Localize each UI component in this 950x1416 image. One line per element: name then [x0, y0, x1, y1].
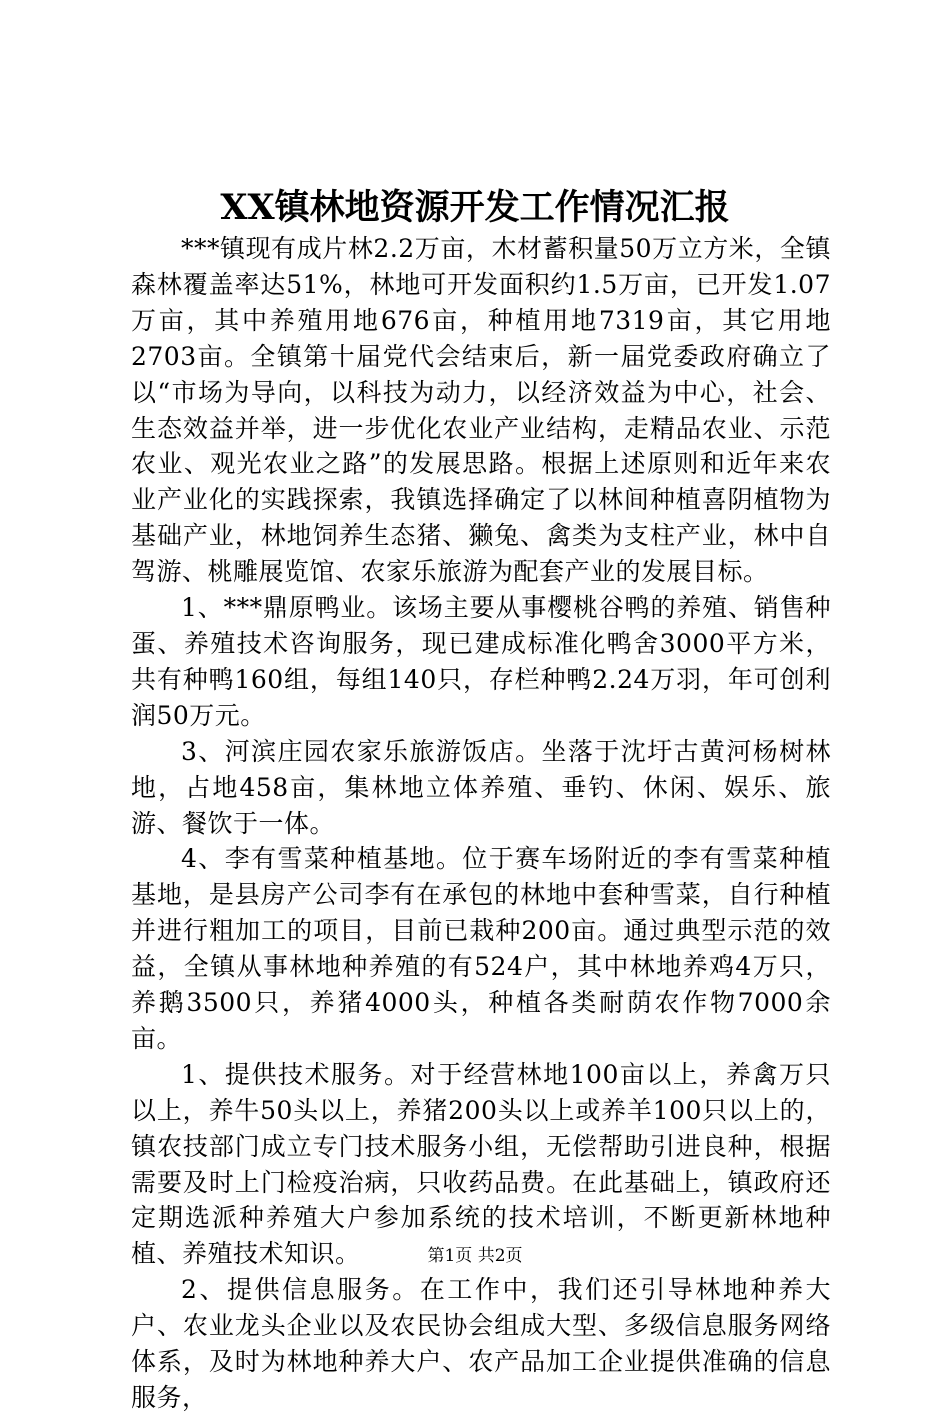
page-footer: 第1页 共2页: [427, 1246, 523, 1266]
paragraph-technical-service: 1、提供技术服务。对于经营林地100亩以上，养禽万只以上，养牛50头以上，养猪200头以上或养羊100只以上的，镇农技部门成立专门技术服务小组，无偿帮助引进良种，根据需要及时上门检疫治病，只收药品费。在此基础上，镇政府还定期选派种养殖大户参加系统的技术培训，不断更新林地种植、养殖技术知识。: [131, 1059, 831, 1269]
paragraph-information-service: 2、提供信息服务。在工作中，我们还引导林地种养大户、农业龙头企业以及农民协会组成大型、多级信息服务网络体系，及时为林地种养大户、农产品加工企业提供准确的信息服务，: [131, 1275, 831, 1412]
document-body: [131, 231, 831, 1416]
paragraph-farmhouse-restaurant: 3、河滨庄园农家乐旅游饭店。坐落于沈圩古黄河杨树林地，占地458亩，集林地立体养殖、垂钓、休闲、娱乐、旅游、餐饮于一体。: [131, 736, 831, 838]
paragraph-overview: ***镇现有成片林2.2万亩，木材蓄积量50万立方米，全镇森林覆盖率达51%，林地可开发面积约1.5万亩，已开发1.07万亩，其中养殖用地676亩，种植用地7319亩，其它用地2703亩。全镇第十届党代会结束后，新一届党委政府确立了以“市场为导向，以科技为动力，以经济效益为中心，社会、生态效益并举，进一步优化农业产业结构，走精品农业、示范农业、观光农业之路”的发展思路。根据上述原则和近年来农业产业化的实践探索，我镇选择确定了以林间种植喜阴植物为基础产业，林地饲养生态猪、獭兔、禽类为支柱产业，林中自驾游、桃雕展览馆、农家乐旅游为配套产业的发展目标。: [131, 234, 831, 587]
paragraph-vegetable-base: 4、李有雪菜种植基地。位于赛车场附近的李有雪菜种植基地，是县房产公司李有在承包的林地中套种雪菜，自行种植并进行粗加工的项目，目前已栽种200亩。通过典型示范的效益，全镇从事林地种养殖的有524户，其中林地养鸡4万只，养鹅3500只，养猪4000头，种植各类耐荫农作物7000余亩。: [131, 844, 831, 1053]
paragraph-duck-farm: 1、***鼎原鸭业。该场主要从事樱桃谷鸭的养殖、销售种蛋、养殖技术咨询服务，现已建成标准化鸭舍3000平方米，共有种鸭160组，每组140只，存栏种鸭2.24万羽，年可创利润50万元。: [131, 593, 831, 730]
document-title: XX镇林地资源开发工作情况汇报: [220, 187, 730, 228]
